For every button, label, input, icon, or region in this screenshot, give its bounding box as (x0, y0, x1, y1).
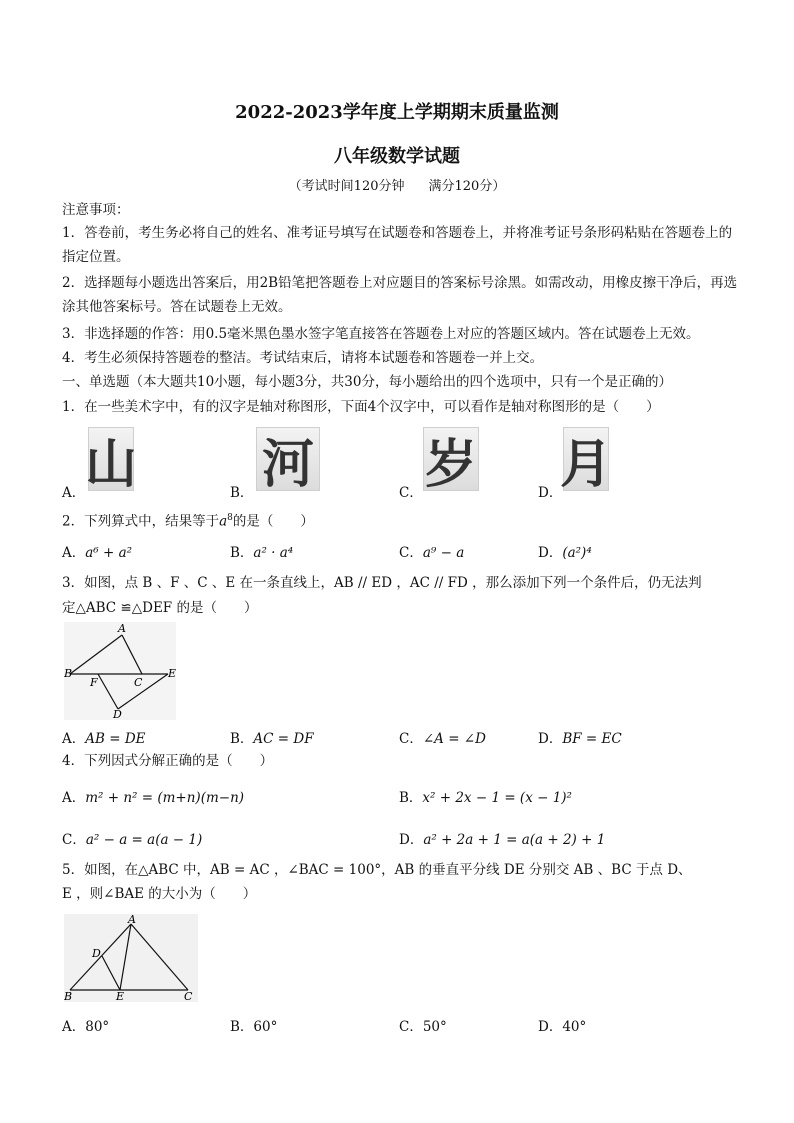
q5-stem-line1: 5．如图，在△ABC 中，AB = AC ，∠BAC = 100°，AB 的垂直平分线 DE 分别交 AB 、BC 于点 D、 (62, 862, 692, 878)
q5-label-b: B (64, 990, 73, 1002)
notes-heading: 注意事项： (62, 202, 130, 218)
q4-option-a: A．m² + n² = (m+n)(m−n) (62, 790, 245, 806)
q1-char-a: 山 (88, 427, 134, 491)
q2-option-c: C．a⁹ − a (399, 545, 465, 561)
q2-option-b: B．a² · a⁴ (230, 545, 294, 561)
section-heading: 一、单选题（本大题共10小题，每小题3分，共30分，每小题给出的四个选项中，只有一个是正确的） (62, 374, 672, 390)
note-item-2: 2．选择题每小题选出答案后，用2B铅笔把答题卷上对应题目的答案标号涂黑。如需改动，用橡皮擦干净后，再选涂其他答案标号。答在试题卷上无效。 (62, 275, 738, 315)
q1-option-d-label: D． (538, 485, 563, 501)
q3-option-b: B．AC = DF (230, 731, 314, 747)
q3-label-a: A (118, 622, 126, 635)
q3-label-b: B (64, 667, 73, 680)
q5-option-a: A．80° (62, 1019, 110, 1035)
q5-label-e: E (116, 990, 125, 1002)
q5-label-c: C (184, 990, 193, 1002)
q1-option-a-label: A． (62, 485, 86, 501)
q1-stem: 1．在一些美术字中，有的汉字是轴对称图形，下面4个汉字中，可以看作是轴对称图形的是（ ） (62, 399, 660, 415)
q1-option-c-label: C． (399, 485, 423, 501)
q3-figure (64, 622, 176, 720)
q5-label-d: D (92, 947, 101, 960)
q4-option-b: B．x² + 2x − 1 = (x − 1)² (399, 790, 572, 806)
exam-subject: 八年级数学试题 (334, 146, 460, 167)
q3-option-a: A．AB = DE (62, 731, 146, 747)
exam-score: 满分120分） (428, 179, 506, 194)
q3-option-d: D．BF = EC (538, 731, 622, 747)
q1-char-c: 岁 (423, 427, 479, 491)
note-item-4: 4．考生必须保持答题卷的整洁。考试结束后，请将本试题卷和答题卷一并上交。 (62, 350, 544, 366)
q5-label-a: A (128, 914, 136, 926)
q5-option-b: B．60° (230, 1019, 278, 1035)
q1-char-d: 月 (563, 427, 609, 491)
q1-option-b-label: B． (230, 485, 254, 501)
q2-stem: 2．下列算式中，结果等于$a^8$的是（ ） (62, 513, 314, 530)
q5-stem-line2: E ，则∠BAE 的大小为（ ） (62, 886, 257, 902)
q3-option-c: C．∠A = ∠D (399, 731, 486, 747)
exam-title: 2022-2023学年度上学期期末质量监测 (235, 102, 559, 123)
q3-label-c: C (134, 676, 143, 689)
q1-char-b: 河 (256, 427, 320, 491)
q5-option-c: C．50° (399, 1019, 447, 1035)
q3-label-f: F (90, 676, 98, 689)
note-item-3: 3．非选择题的作答：用0.5毫米黑色墨水签字笔直接答在答题卷上对应的答题区域内。答在试题卷上无效。 (62, 326, 700, 342)
exam-time-score (0, 175, 794, 194)
q5-option-d: D．40° (538, 1019, 587, 1035)
q5-figure (64, 914, 198, 1002)
q4-stem: 4．下列因式分解正确的是（ ） (62, 753, 274, 769)
note-item-1: 1．答卷前，考生务必将自己的姓名、准考证号填写在试题卷和答题卷上，并将准考证号条形码粘贴在答题卷上的指定位置。 (62, 225, 733, 265)
q2-option-a: A．a⁶ + a² (62, 545, 133, 561)
q2-option-d: D．(a²)⁴ (538, 545, 592, 561)
q3-stem-line2: 定△ABC ≌△DEF 的是（ ） (62, 600, 258, 616)
q4-option-c: C．a² − a = a(a − 1) (62, 832, 203, 848)
exam-time: （考试时间120分钟 (288, 179, 405, 194)
q3-stem-line1: 3．如图，点 B 、F 、C 、E 在一条直线上，AB // ED ，AC // FD ，那么添加下列一个条件后，仍无法判 (62, 575, 702, 591)
q4-option-d: D．a² + 2a + 1 = a(a + 2) + 1 (399, 832, 606, 848)
q3-label-d: D (113, 708, 122, 720)
q3-label-e: E (168, 667, 176, 680)
